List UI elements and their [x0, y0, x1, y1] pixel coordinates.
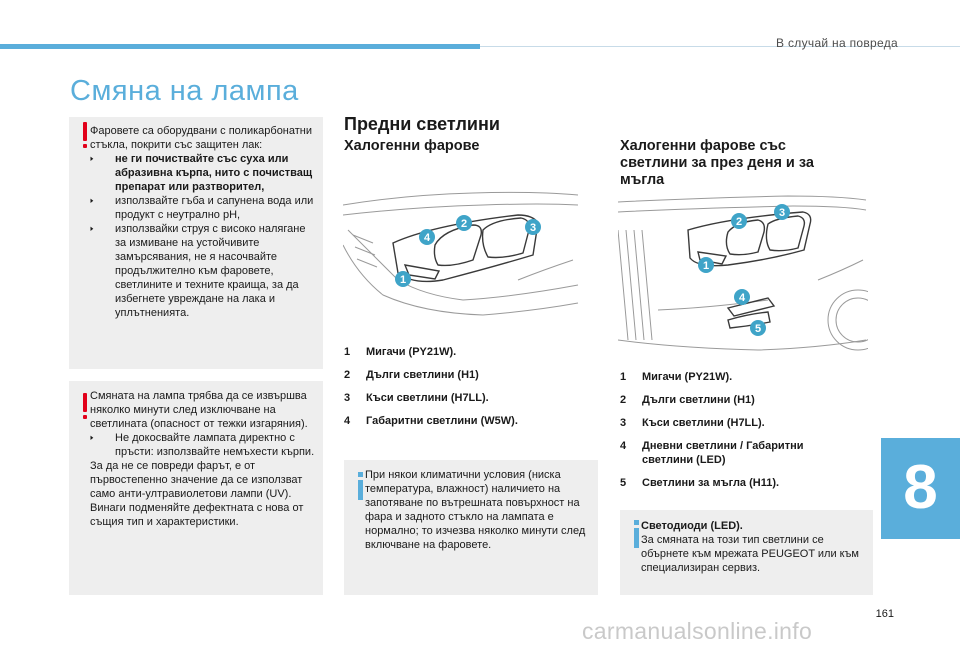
info-box-led	[620, 510, 873, 595]
info-icon	[358, 472, 363, 500]
page-number: 161	[875, 608, 894, 620]
legend-item: 4 Габаритни светлини (W5W).	[344, 415, 518, 427]
svg-text:3: 3	[778, 207, 786, 219]
info-box-condensation	[344, 460, 598, 595]
callout-4	[734, 289, 750, 305]
halogen-legend	[344, 345, 584, 428]
warning-intro: Фаровете са оборудвани с поликарбонатни стъкла, покрити със защитен лак:	[90, 125, 313, 151]
header-accent-bar	[0, 44, 480, 49]
warning-icon	[82, 393, 88, 420]
list-item: 🢒 използвайте гъба и сапунена вода или продукт с неутрално pH,	[90, 195, 314, 221]
arrow-right-icon: 🢒	[90, 196, 94, 207]
legend-item: 5 Светлини за мъгла (H11).	[620, 477, 780, 489]
svg-text:2: 2	[460, 218, 468, 230]
front-lights-heading: Предни светлини	[344, 114, 500, 134]
list-item: 🢒 използвайки струя с високо налягане за измиване на устойчивите замърсявания, не я насочвайте продължително към фаровете, светлините и техните краища, за да избегнете увреждане на лака и уплътненията.	[90, 223, 306, 319]
halogen-drl-heading: Халогенни фарове със светлини за през деня и за мъгла	[620, 138, 814, 188]
arrow-right-icon: 🢒	[90, 224, 94, 235]
warning-box-bulb-change	[69, 381, 323, 595]
arrow-right-icon: 🢒	[90, 433, 94, 444]
info-title: Светодиоди (LED).	[641, 520, 743, 532]
svg-text:1: 1	[399, 274, 407, 286]
svg-text:4: 4	[738, 292, 746, 304]
info-text: За смяната на този тип светлини се обърнете към мрежата PEUGEOT или към специализиран сервиз.	[641, 534, 859, 574]
legend-item: 1 Мигачи (PY21W).	[620, 371, 733, 383]
page-title: Смяна на лампа	[70, 75, 299, 107]
info-text: При някои климатични условия (ниска температура, влажност) наличието на запотяване по вътрешната повърхност на фара и задното стъкло на лампата е нормално; то изчезва няколко минути след включване на фаровете.	[365, 469, 586, 551]
list-item: 🢒 не ги почиствайте със суха или абразивна кърпа, нито с почистващ препарат или разтворител,	[90, 153, 313, 193]
legend-item: 2 Дълги светлини (H1)	[344, 369, 479, 381]
watermark: carmanualsonline.info	[582, 618, 813, 644]
callout-5	[750, 320, 766, 336]
list-item: 🢒 Не докосвайте лампата директно с пръсти: използвайте немъхести кърпи.	[90, 432, 315, 458]
section-title: В случай на повреда	[776, 36, 898, 50]
arrow-right-icon: 🢒	[90, 154, 94, 165]
svg-text:2: 2	[735, 216, 743, 228]
info-icon	[634, 520, 639, 548]
chapter-tab	[881, 438, 960, 539]
warning-intro: Смяната на лампа трябва да се извършва няколко минути след изключване на светлината (опасност от тежки изгаряния).	[90, 390, 308, 430]
callout-3	[525, 219, 541, 235]
warning-icon	[82, 122, 88, 149]
halogen-drl-legend	[620, 370, 860, 490]
warning-box-varnish	[69, 117, 323, 369]
legend-item: 2 Дълги светлини (H1)	[620, 394, 755, 406]
halogen-callouts	[343, 185, 583, 320]
legend-item: 4 Дневни светлини / Габаритни светлини (LED)	[620, 440, 804, 466]
callout-2	[731, 213, 747, 229]
warning-note: Винаги подменяйте дефектната с нова от същия тип и характеристики.	[90, 502, 304, 528]
svg-text:1: 1	[702, 260, 710, 272]
chapter-number: 8	[903, 453, 938, 522]
callout-4	[419, 229, 435, 245]
callout-3	[774, 204, 790, 220]
callout-2	[456, 215, 472, 231]
warning-note: За да не се повреди фарът, е от първостепенно значение да се използват само анти-ултравиолетови лампи (UV).	[90, 460, 303, 500]
callout-1	[698, 257, 714, 273]
svg-text:3: 3	[529, 222, 537, 234]
legend-item: 3 Къси светлини (H7LL).	[344, 392, 489, 404]
svg-text:5: 5	[754, 323, 762, 335]
halogen-heading: Халогенни фарове	[344, 138, 480, 154]
legend-item: 1 Мигачи (PY21W).	[344, 346, 457, 358]
svg-text:4: 4	[423, 232, 431, 244]
halogen-drl-callouts	[618, 190, 868, 360]
callout-1	[395, 271, 411, 287]
legend-item: 3 Къси светлини (H7LL).	[620, 417, 765, 429]
